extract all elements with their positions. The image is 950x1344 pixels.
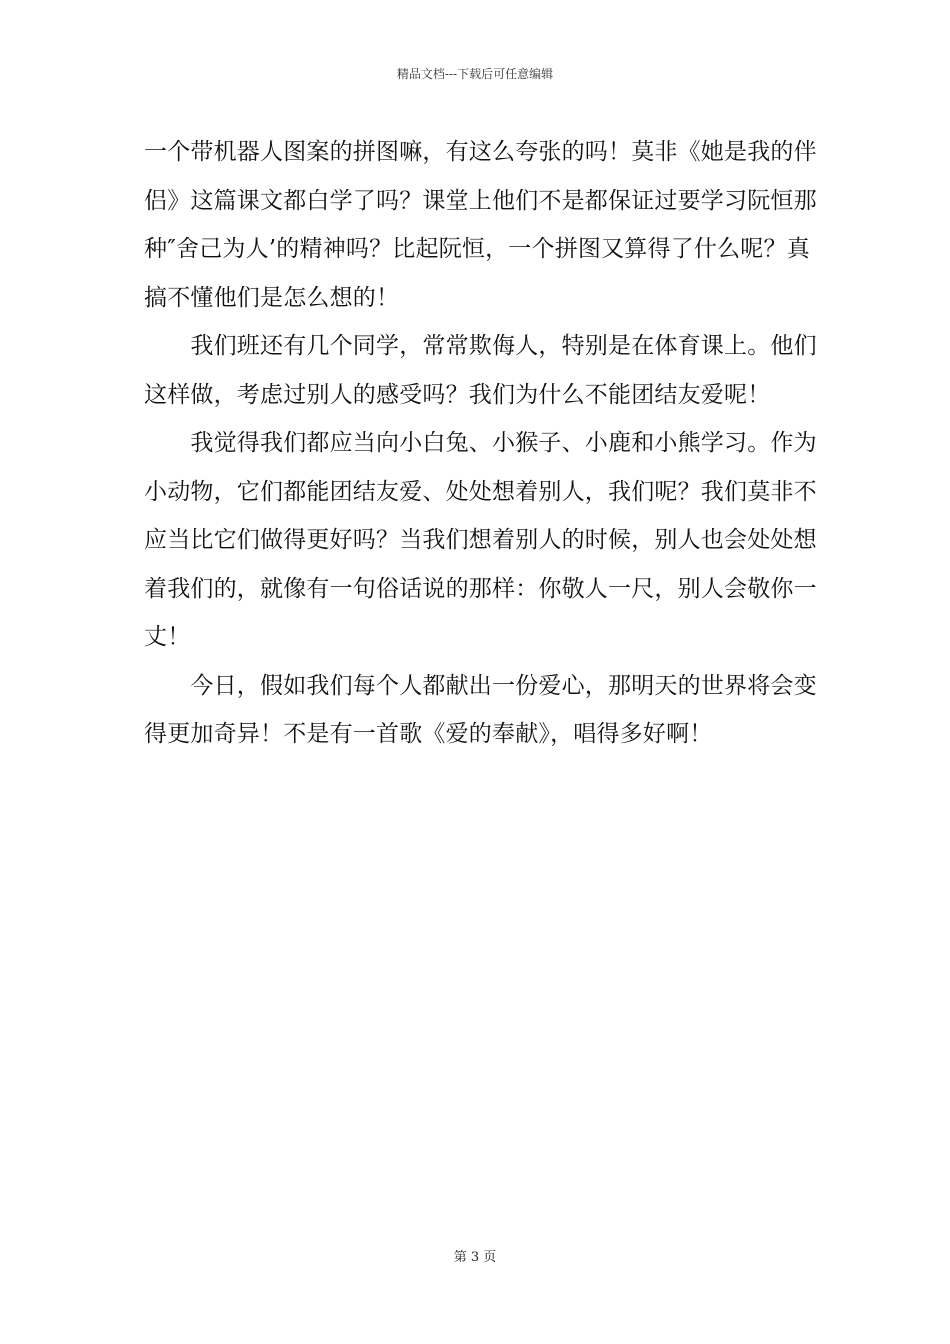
body-text xyxy=(144,131,817,762)
text-line: 种″舍己为人’的精神吗？比起阮恒，一个拼图又算得了什么呢？真 xyxy=(144,236,810,262)
text-line: 搞不懂他们是怎么想的！ xyxy=(144,284,400,311)
text-line: 着我们的，就像有一句俗话说的那样：你敬人一尺，别人会敬你一 xyxy=(144,575,817,602)
text-line: 我觉得我们都应当向小白兔、小猴子、小鹿和小熊学习。作为 xyxy=(144,430,817,456)
text-line: 小动物，它们都能团结友爱、处处想着别人，我们呢？我们莫非不 xyxy=(144,478,817,505)
text-line: 侣》这篇课文都白学了吗？课堂上他们不是都保证过要学习阮恒那 xyxy=(144,187,817,214)
text-line: 丈！ xyxy=(144,624,191,650)
paragraph xyxy=(144,422,817,665)
text-line: 应当比它们做得更好吗？当我们想着别人的时候，别人也会处处想 xyxy=(144,527,817,553)
text-line: 我们班还有几个同学，常常欺侮人，特别是在体育课上。他们 xyxy=(144,333,817,359)
page-header: 精品文档---下载后可任意编辑 xyxy=(396,67,554,81)
paragraph xyxy=(144,131,817,325)
paragraph xyxy=(144,665,817,762)
paragraph xyxy=(144,325,817,422)
text-line: 一个带机器人图案的拼图嘛，有这么夸张的吗！莫非《她是我的伴 xyxy=(144,139,817,165)
text-line: 这样做，考虑过别人的感受吗？我们为什么不能团结友爱呢！ xyxy=(144,381,771,408)
text-line: 得更加奇异！不是有一首歌《爱的奉献》，唱得多好啊！ xyxy=(144,721,713,747)
text-line: 今日，假如我们每个人都献出一份爱心，那明天的世界将会变 xyxy=(144,672,817,699)
page-number: 第 3 页 xyxy=(453,1250,497,1265)
